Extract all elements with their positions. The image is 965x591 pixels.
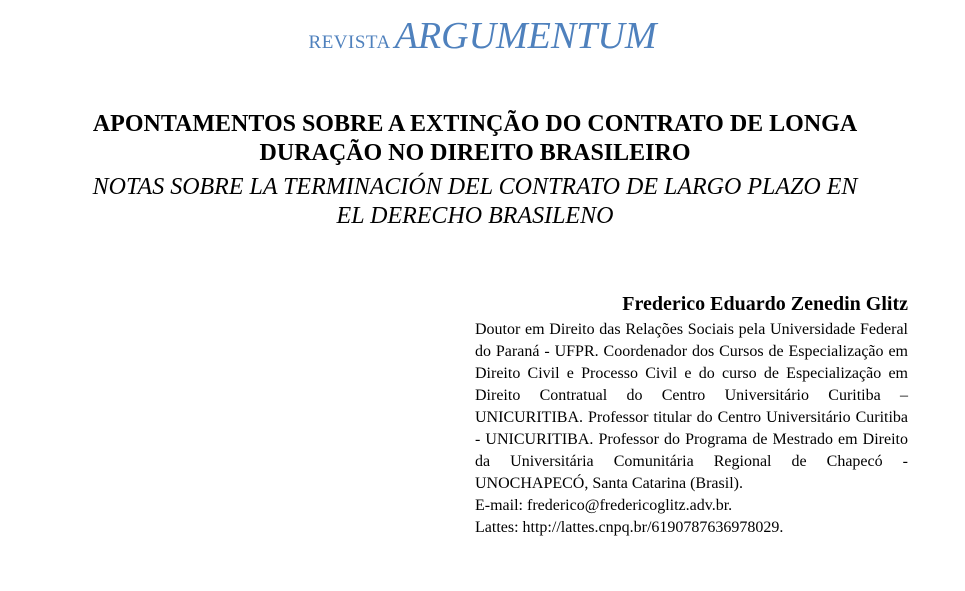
author-lattes: Lattes: http://lattes.cnpq.br/6190787636978029. [475, 519, 784, 536]
author-bio-text: Doutor em Direito das Relações Sociais pela Universidade Federal do Paraná - UFPR. Coordenador dos Cursos de Especialização em Direito Civil e Processo Civil e do curso de Especialização em Direito Contratual do Centro Universitário Curitiba – UNICURITIBA. Professor titular do Centro Universitário Curitiba - UNICURITIBA. Professor do Programa de Mestrado em Direito da Universitária Comunitária Regional de Chapecó - UNOCHAPECÓ, Santa Catarina (Brasil). [475, 321, 908, 492]
journal-prefix: REVISTA [308, 32, 391, 53]
author-name: Frederico Eduardo Zenedin Glitz [622, 293, 908, 315]
title-portuguese-line-1: APONTAMENTOS SOBRE A EXTINÇÃO DO CONTRATO DE LONGA [92, 111, 858, 137]
article-title-portuguese [0, 110, 950, 168]
title-portuguese-line-2: DURAÇÃO NO DIREITO BRASILEIRO [259, 140, 691, 166]
title-spanish-line-1: NOTAS SOBRE LA TERMINACIÓN DEL CONTRATO DE LARGO PLAZO EN [92, 174, 858, 200]
title-spanish-line-2: EL DERECHO BRASILENO [336, 203, 614, 229]
journal-header [0, 14, 965, 58]
author-affiliation [475, 319, 908, 539]
article-title-spanish [0, 173, 950, 231]
journal-name: ARGUMENTUM [394, 15, 657, 57]
author-email: E-mail: frederico@fredericoglitz.adv.br. [475, 497, 733, 514]
